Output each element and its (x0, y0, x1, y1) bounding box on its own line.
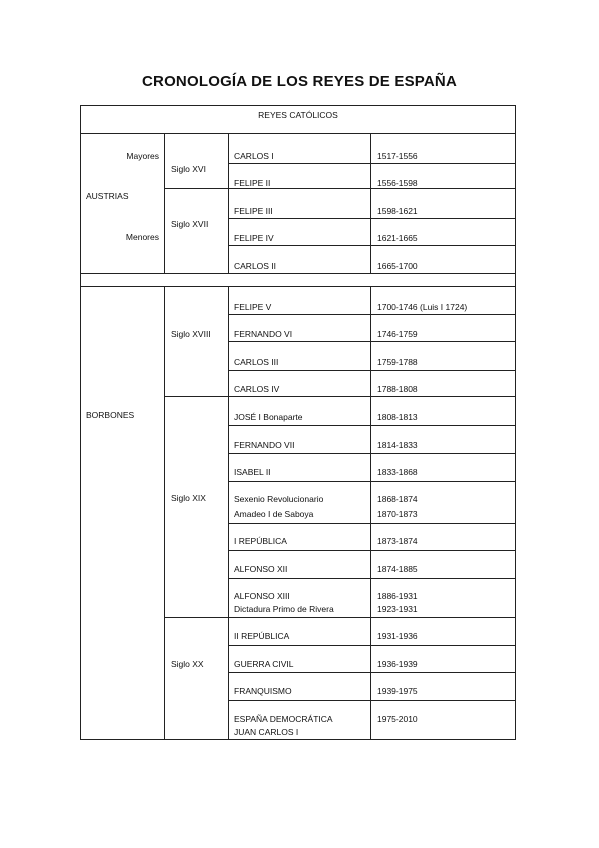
monarch-name: Sexenio Revolucionario (234, 494, 324, 504)
row-separator (228, 245, 516, 246)
row-separator (228, 550, 516, 551)
century-xvii: Siglo XVII (171, 219, 209, 229)
monarch-name: FELIPE II (234, 178, 271, 188)
century-xvi: Siglo XVI (171, 164, 206, 174)
reign-years: 1746-1759 (377, 329, 418, 339)
reign-years: 1886-1931 (377, 591, 418, 601)
reign-years: 1556-1598 (377, 178, 418, 188)
row-separator (228, 314, 516, 315)
row-separator (228, 523, 516, 524)
reign-years-secondary: 1870-1873 (377, 509, 418, 519)
spacer-row-rule-top (80, 273, 516, 274)
reign-years: 1621-1665 (377, 233, 418, 243)
row-separator (228, 700, 516, 701)
name-col-rule-austrias (228, 133, 229, 273)
row-separator (228, 341, 516, 342)
reign-years: 1517-1556 (377, 151, 418, 161)
monarch-name: FRANQUISMO (234, 686, 292, 696)
reign-years: 1939-1975 (377, 686, 418, 696)
monarch-name: ALFONSO XII (234, 564, 288, 574)
table-border-left (80, 105, 81, 740)
monarch-name: ISABEL II (234, 467, 271, 477)
reign-years: 1598-1621 (377, 206, 418, 216)
reign-years: 1931-1936 (377, 631, 418, 641)
row-separator (228, 218, 516, 219)
monarch-name: JOSÉ I Bonaparte (234, 412, 303, 422)
century-col-rule-borbones (164, 286, 165, 740)
reign-years: 1936-1939 (377, 659, 418, 669)
reign-years: 1808-1813 (377, 412, 418, 422)
century-col-rule-austrias (164, 133, 165, 273)
monarch-name: FERNANDO VI (234, 329, 293, 339)
house-austrias: AUSTRIAS (86, 191, 129, 201)
reign-years: 1874-1885 (377, 564, 418, 574)
century-separator (164, 188, 516, 189)
years-col-rule-austrias (370, 133, 371, 273)
reign-years: 1788-1808 (377, 384, 418, 394)
spacer-row-rule-bottom (80, 286, 516, 287)
monarch-name: FELIPE IV (234, 233, 274, 243)
monarch-name: GUERRA CIVIL (234, 659, 294, 669)
row-separator (228, 163, 516, 164)
monarch-name: CARLOS IV (234, 384, 280, 394)
branch-mayores: Mayores (126, 151, 159, 161)
monarch-name: FERNANDO VII (234, 440, 295, 450)
century-separator (164, 617, 516, 618)
monarch-name: FELIPE V (234, 302, 272, 312)
monarch-name-secondary: JUAN CARLOS I (234, 727, 299, 737)
row-separator (228, 370, 516, 371)
century-xx: Siglo XX (171, 659, 204, 669)
house-borbones: BORBONES (86, 410, 135, 420)
row-separator (228, 672, 516, 673)
reign-years: 1975-2010 (377, 714, 418, 724)
reign-years-secondary: 1923-1931 (377, 604, 418, 614)
row-separator (228, 645, 516, 646)
row-separator (228, 453, 516, 454)
reign-years: 1759-1788 (377, 357, 418, 367)
monarch-name-secondary: Amadeo I de Saboya (234, 509, 314, 519)
monarch-name: CARLOS I (234, 151, 274, 161)
reign-years: 1873-1874 (377, 536, 418, 546)
monarch-name-secondary: Dictadura Primo de Rivera (234, 604, 334, 614)
century-xviii: Siglo XVIII (171, 329, 211, 339)
reign-years: 1868-1874 (377, 494, 418, 504)
header-row-rule (80, 133, 516, 134)
branch-menores: Menores (125, 232, 159, 242)
page-title: CRONOLOGÍA DE LOS REYES DE ESPAÑA (142, 73, 457, 90)
century-separator (164, 396, 516, 397)
reign-years: 1700-1746 (Luis I 1724) (377, 302, 468, 312)
reign-years: 1833-1868 (377, 467, 418, 477)
monarch-name: CARLOS III (234, 357, 279, 367)
monarch-name: CARLOS II (234, 261, 277, 271)
monarch-name: FELIPE III (234, 206, 273, 216)
row-separator (228, 425, 516, 426)
row-separator (228, 481, 516, 482)
table-border-bottom (80, 739, 516, 740)
century-xix: Siglo XIX (171, 493, 206, 503)
table-border-top (80, 105, 516, 106)
reign-years: 1665-1700 (377, 261, 418, 271)
reign-years: 1814-1833 (377, 440, 418, 450)
monarch-name: II REPÚBLICA (234, 631, 290, 641)
monarch-name: ALFONSO XIII (234, 591, 290, 601)
row-separator (228, 578, 516, 579)
monarch-name: I REPÚBLICA (234, 536, 287, 546)
monarch-name: ESPAÑA DEMOCRÁTICA (234, 714, 333, 724)
header-reyes-catolicos: REYES CATÓLICOS (258, 110, 338, 120)
